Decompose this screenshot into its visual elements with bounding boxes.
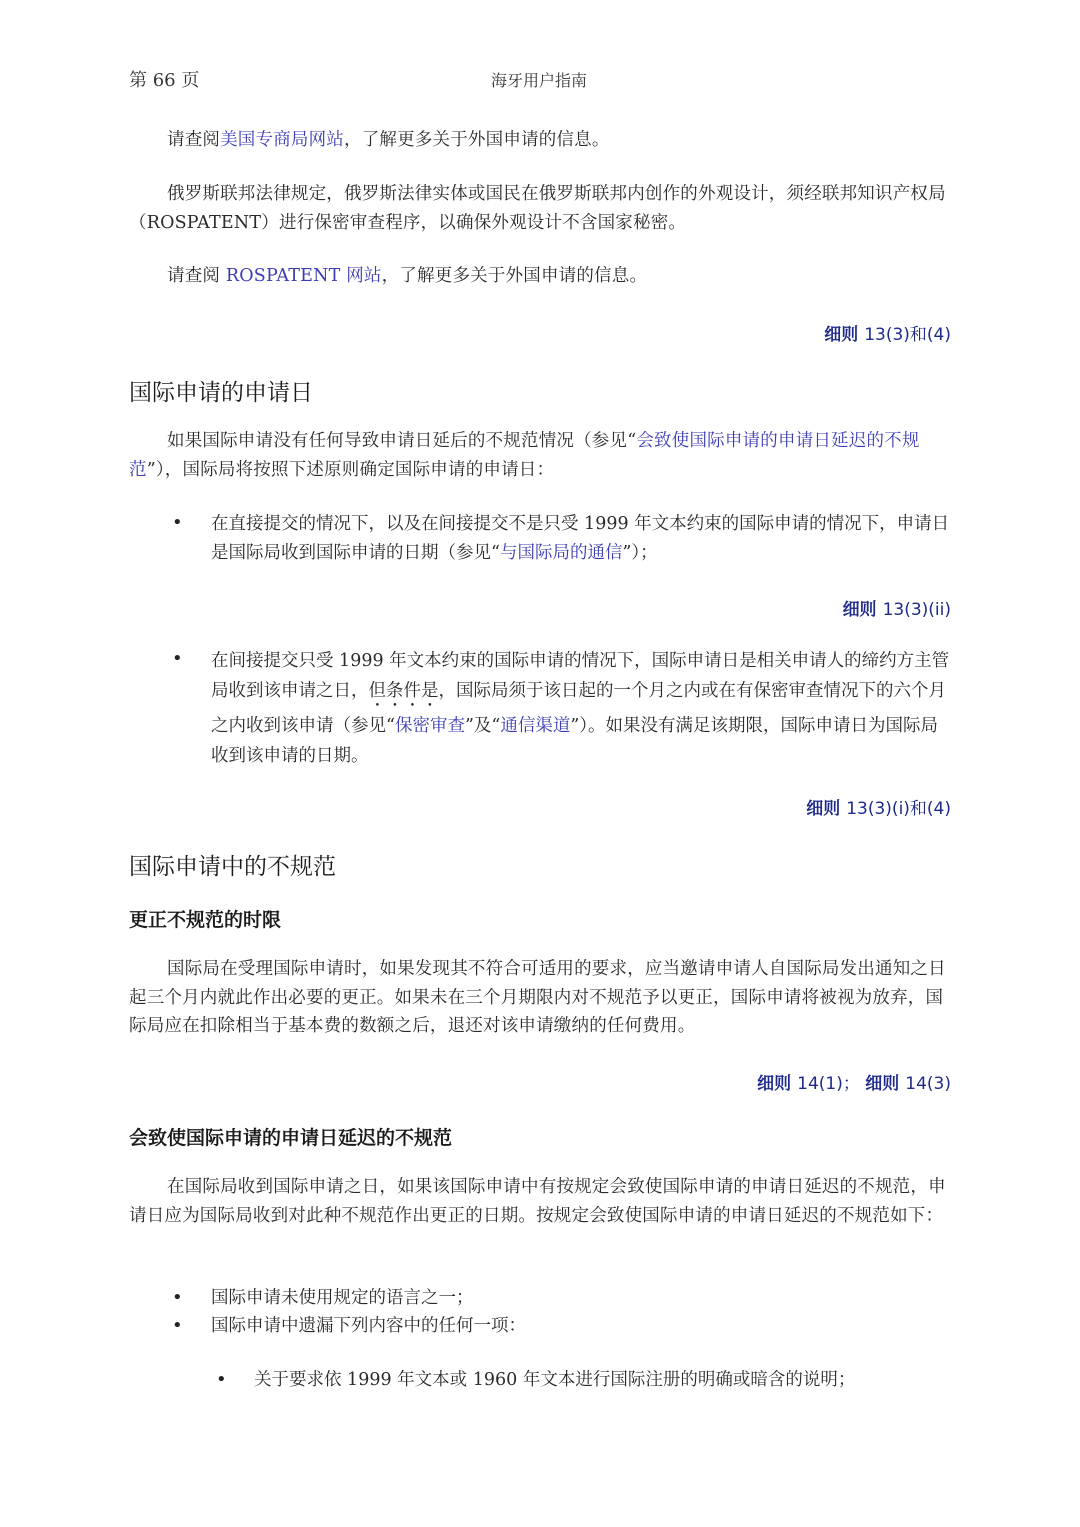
rule-label: 细则 [757, 1074, 792, 1094]
rule-label: 细则 [842, 600, 877, 620]
rule-label: 细则 [824, 325, 859, 345]
text: ”及“ [464, 716, 501, 736]
text: ”），国际局将按照下述原则确定国际申请的申请日： [146, 459, 555, 480]
rule-reference [843, 595, 951, 620]
text: ，了解更多关于外国申请的信息。 [381, 266, 648, 286]
bullet: • [172, 512, 183, 533]
list-item [211, 646, 951, 771]
section-heading: 国际申请的申请日 [129, 380, 313, 406]
rule-number: 13(3)和(4) [864, 325, 951, 345]
document-title: 海牙用户指南 [491, 71, 588, 90]
text: 请查阅 [167, 266, 226, 286]
uspto-website-link[interactable]: 美国专商局网站 [220, 130, 345, 150]
bullet: • [172, 1287, 183, 1308]
list-item [211, 510, 951, 568]
rule-number: 13(3)(ii) [882, 600, 951, 620]
rule-reference [806, 794, 951, 819]
rule-reference [824, 320, 951, 345]
rule-reference [757, 1069, 951, 1094]
bullet: • [216, 1369, 227, 1390]
text: ，国际局须于该日起的一个月之内或在有保密审查情况下的六个月之内收到该申请（参见“ [211, 681, 946, 736]
rospatent-website-link[interactable]: ROSPATENT 网站 [225, 266, 382, 286]
irregularities-link[interactable]: 会致使国际申请的申请日延迟的不规范 [129, 431, 920, 480]
bullet: • [172, 648, 183, 669]
communication-link[interactable]: 与国际局的通信 [499, 543, 623, 563]
text: 在间接提交只受 1999 年文本约束的国际申请的情况下，国际申请日是相关申请人的缔约方主管局收到该申请之日， [211, 651, 950, 701]
list-item: 国际申请中遗漏下列内容中的任何一项： [211, 1316, 526, 1336]
subsection-heading: 会致使国际申请的申请日延迟的不规范 [129, 1127, 453, 1149]
subsection-heading: 更正不规范的时限 [129, 909, 282, 931]
text: 请查阅 [167, 130, 221, 150]
paragraph-time-limit: 国际局在受理国际申请时，如果发现其不符合可适用的要求，应当邀请申请人自国际局发出通知之日起三个月内就此作出必要的更正。如果未在三个月期限内对不规范予以更正，国际申请将被视为放弃，国际局应在扣除相当于基本费的数额之后，退还对该申请缴纳的任何费用。 [129, 959, 946, 1036]
rule-number: 14(3) [905, 1074, 951, 1094]
section-heading: 国际申请中的不规范 [129, 854, 336, 880]
confidentiality-review-link[interactable]: 保密审查 [394, 716, 465, 736]
page-number: 第 66 页 [129, 70, 200, 91]
list-item: 国际申请未使用规定的语言之一； [211, 1288, 474, 1308]
rule-label: 细则 [806, 799, 841, 819]
rule-number: 13(3)(i)和(4) [846, 799, 951, 819]
text: ，了解更多关于外国申请的信息。 [344, 130, 610, 150]
rule-label: 细则 [865, 1074, 900, 1094]
paragraph-rospatent [129, 262, 951, 291]
paragraph-delay: 在国际局收到国际申请之日，如果该国际申请中有按规定会致使国际申请的申请日延迟的不规范，申请日应为国际局收到对此种不规范作出更正的日期。按规定会致使国际申请的申请日延迟的不规范如下： [129, 1177, 946, 1226]
text: 如果国际申请没有任何导致申请日延后的不规范情况（参见“ [167, 431, 637, 451]
sub-list-item: 关于要求依 1999 年文本或 1960 年文本进行国际注册的明确或暗含的说明； [254, 1370, 856, 1390]
emphasis: 但条件是 [368, 681, 439, 701]
text: 在直接提交的情况下，以及在间接提交不是只受 1999 年文本约束的国际申请的情况下，申请日是国际局收到国际申请的日期（参见“ [211, 514, 950, 563]
paragraph-russia: 俄罗斯联邦法律规定，俄罗斯法律实体或国民在俄罗斯联邦内创作的外观设计，须经联邦知识产权局（ROSPATENT）进行保密审查程序，以确保外观设计不含国家秘密。 [129, 184, 946, 233]
communication-channel-link[interactable]: 通信渠道 [500, 716, 571, 736]
bullet: • [172, 1315, 183, 1336]
text: ”）。如果没有满足该期限，国际申请日为国际局收到该申请的日期。 [211, 716, 939, 766]
paragraph-us-office [129, 126, 951, 155]
rule-number: 14(1)； [797, 1074, 860, 1094]
text: ”）； [622, 543, 658, 563]
paragraph-filing-date [129, 427, 951, 484]
